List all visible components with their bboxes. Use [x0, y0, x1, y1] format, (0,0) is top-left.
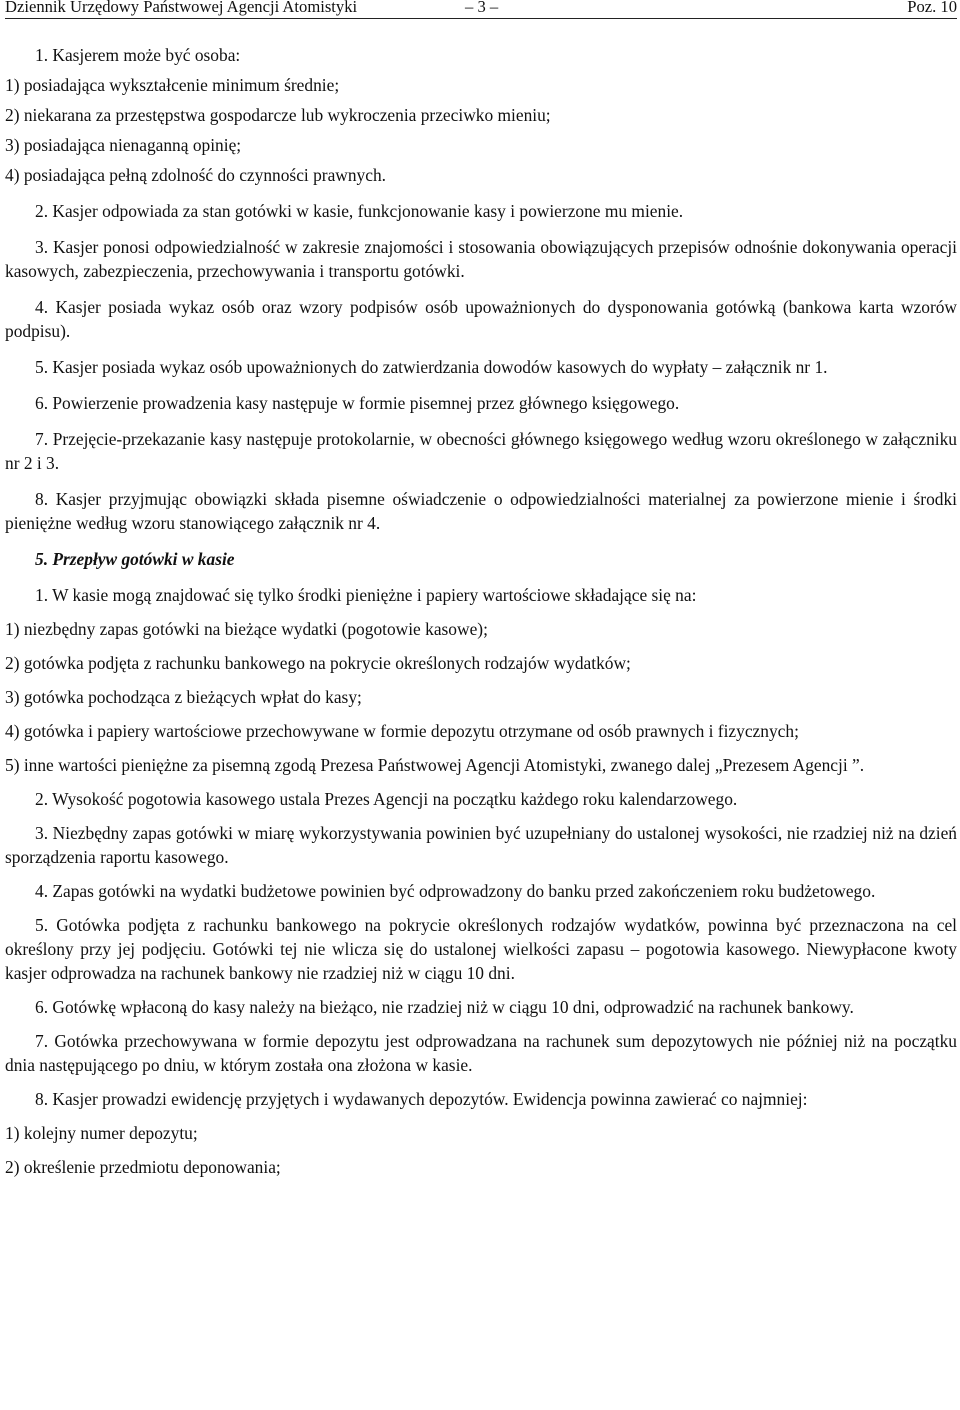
- s5-list-item: 3) gotówka pochodząca z bieżących wpłat do kasy;: [5, 687, 362, 707]
- s4-list-item: 2) niekarana za przestępstwa gospodarcze lub wykroczenia przeciwko mieniu;: [5, 105, 551, 125]
- section-5-heading: 5. Przepływ gotówki w kasie: [35, 549, 235, 569]
- s4-paragraph-2: 2. Kasjer odpowiada za stan gotówki w kasie, funkcjonowanie kasy i powierzone mu mienie.: [35, 201, 684, 221]
- position-number: Poz. 10: [907, 0, 957, 16]
- section-4-body: [5, 43, 957, 535]
- s4-list-item: 4) posiadająca pełną zdolność do czynności prawnych.: [5, 165, 387, 185]
- s5-list-item: 2) gotówka podjęta z rachunku bankowego na pokrycie określonych rodzajów wydatków;: [5, 653, 631, 673]
- s5-paragraph-4: 4. Zapas gotówki na wydatki budżetowe powinien być odprowadzony do banku przed zakończeniem roku budżetowego.: [35, 881, 876, 901]
- s4-paragraph-1-intro: 1. Kasjerem może być osoba:: [35, 45, 241, 65]
- page-number: – 3 –: [465, 0, 499, 16]
- s5-p8-list-item: 2) określenie przedmiotu deponowania;: [5, 1157, 281, 1177]
- document-page: [5, 0, 957, 1179]
- s5-list-item: 4) gotówka i papiery wartościowe przechowywane w formie depozytu otrzymane od osób prawnych i fizycznych;: [5, 721, 799, 741]
- s4-paragraph-4: 4. Kasjer posiada wykaz osób oraz wzory podpisów osób upoważnionych do dysponowania gotówką (bankowa karta wzorów podpisu).: [5, 297, 957, 341]
- s4-list-item: 1) posiadająca wykształcenie minimum średnie;: [5, 75, 340, 95]
- page-header: [5, 0, 957, 19]
- s5-paragraph-7: 7. Gotówka przechowywana w formie depozytu jest odprowadzana na rachunek sum depozytowych nie później niż na początku dnia następującego po dniu, w którym została ona złożona w kasie.: [5, 1031, 957, 1075]
- s5-list-item: 1) niezbędny zapas gotówki na bieżące wydatki (pogotowie kasowe);: [5, 619, 488, 639]
- s4-list-item: 3) posiadająca nienaganną opinię;: [5, 135, 242, 155]
- s5-paragraph-2: 2. Wysokość pogotowia kasowego ustala Prezes Agencji na początku każdego roku kalendarzowego.: [35, 789, 738, 809]
- s4-paragraph-8: 8. Kasjer przyjmując obowiązki składa pisemne oświadczenie o odpowiedzialności materialnej za powierzone mienie i środki pieniężne według wzoru stanowiącego załącznik nr 4.: [5, 489, 957, 533]
- s5-paragraph-6: 6. Gotówkę wpłaconą do kasy należy na bieżąco, nie rzadziej niż w ciągu 10 dni, odprowadzić na rachunek bankowy.: [35, 997, 854, 1017]
- s5-p8-list-item: 1) kolejny numer depozytu;: [5, 1123, 198, 1143]
- s5-list-item: 5) inne wartości pieniężne za pisemną zgodą Prezesa Państwowej Agencji Atomistyki, zwanego dalej „Prezesem Agencji ”.: [5, 755, 865, 775]
- s5-paragraph-3: 3. Niezbędny zapas gotówki w miarę wykorzystywania powinien być uzupełniany do ustalonej wysokości, nie rzadziej niż na dzień sporządzenia raportu kasowego.: [5, 823, 957, 867]
- s4-paragraph-6: 6. Powierzenie prowadzenia kasy następuje w formie pisemnej przez głównego księgowego.: [35, 393, 680, 413]
- section-5: [5, 547, 957, 1179]
- s4-paragraph-7: 7. Przejęcie-przekazanie kasy następuje protokolarnie, w obecności głównego księgowego według wzoru określonego w załączniku nr 2 i 3.: [5, 429, 957, 473]
- journal-title: Dziennik Urzędowy Państwowej Agencji Atomistyki: [5, 0, 358, 16]
- s5-paragraph-1-intro: 1. W kasie mogą znajdować się tylko środki pieniężne i papiery wartościowe składające się na:: [35, 585, 697, 605]
- s4-paragraph-3: 3. Kasjer ponosi odpowiedzialność w zakresie znajomości i stosowania obowiązujących przepisów odnośnie dokonywania operacji kasowych, zabezpieczenia, przechowywania i transportu gotówki.: [5, 237, 957, 281]
- s5-paragraph-8-intro: 8. Kasjer prowadzi ewidencję przyjętych i wydawanych depozytów. Ewidencja powinna zawierać co najmniej:: [35, 1089, 808, 1109]
- s4-paragraph-5: 5. Kasjer posiada wykaz osób upoważnionych do zatwierdzania dowodów kasowych do wypłaty – załącznik nr 1.: [35, 357, 828, 377]
- s5-paragraph-5: 5. Gotówka podjęta z rachunku bankowego na pokrycie określonych rodzajów wydatków, powinna być przeznaczona na cel określony przy jej podjęciu. Gotówki tej nie wlicza się do ustalonej wielkości zapasu – pogotowia kasowego. Niewypłacone kwoty kasjer odprowadza na rachunek bankowy nie rzadziej niż w ciągu 10 dni.: [5, 915, 957, 983]
